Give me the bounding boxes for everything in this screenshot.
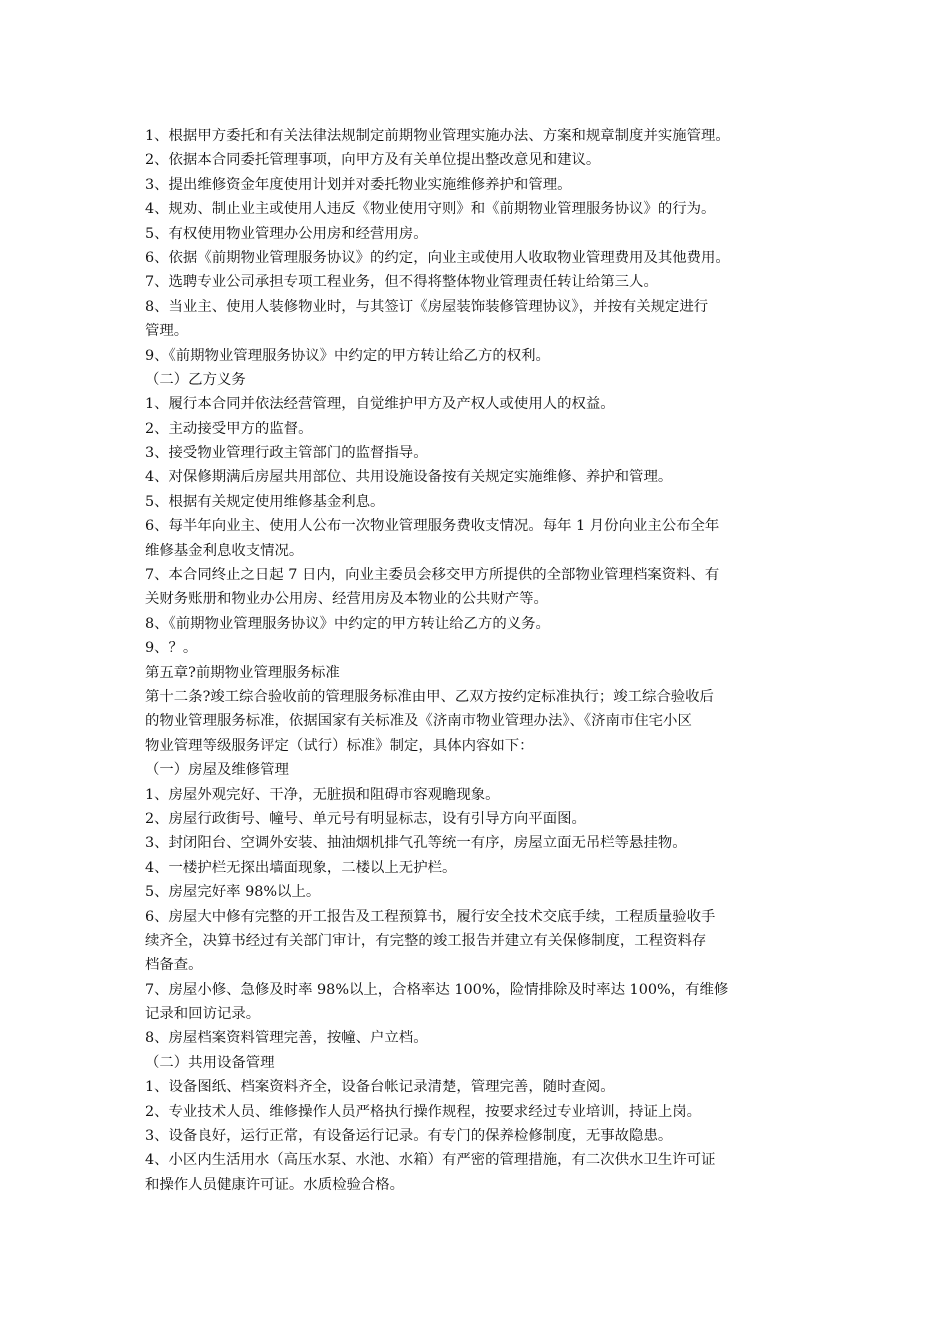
text-line: 7、选聘专业公司承担专项工程业务，但不得将整体物业管理责任转让给第三人。 [145, 274, 658, 291]
text-line: 记录和回访记录。 [145, 1006, 261, 1023]
text-line: 档备查。 [145, 957, 203, 974]
text-line: 1、房屋外观完好、干净，无脏损和阻碍市容观瞻现象。 [145, 786, 500, 803]
text-line: 4、小区内生活用水（高压水泵、水池、水箱）有严密的管理措施，有二次供水卫生许可证 [145, 1152, 716, 1169]
text-line: 8、当业主、使用人装修物业时，与其签订《房屋装饰装修管理协议》，并按有关规定进行 [145, 298, 709, 315]
text-line: 物业管理等级服务评定（试行）标准》制定，具体内容如下： [145, 737, 534, 754]
document-body [145, 124, 817, 1197]
text-line: 管理。 [145, 323, 189, 340]
text-line: 8、房屋档案资料管理完善，按幢、户立档。 [145, 1030, 428, 1047]
text-line: 3、提出维修资金年度使用计划并对委托物业实施维修养护和管理。 [145, 176, 572, 193]
text-line: 7、房屋小修、急修及时率 98%以上，合格率达 100%，险情排除及时率达 100%，有维修 [145, 981, 729, 998]
text-line: 6、依据《前期物业管理服务协议》的约定，向业主或使用人收取物业管理费用及其他费用。 [145, 249, 730, 266]
text-line: 和操作人员健康许可证。水质检验合格。 [145, 1176, 405, 1193]
text-line: 7、本合同终止之日起 7 日内，向业主委员会移交甲方所提供的全部物业管理档案资料、有 [145, 567, 720, 584]
text-line: 6、房屋大中修有完整的开工报告及工程预算书，履行安全技术交底手续，工程质量验收手 [145, 908, 716, 925]
text-line: 5、房屋完好率 98%以上。 [145, 884, 321, 901]
text-line: （二）乙方义务 [145, 371, 246, 388]
text-line: 5、有权使用物业管理办公用房和经营用房。 [145, 225, 428, 242]
text-line: 8、《前期物业管理服务协议》中约定的甲方转让给乙方的义务。 [145, 615, 550, 632]
text-line: 4、对保修期满后房屋共用部位、共用设施设备按有关规定实施维修、养护和管理。 [145, 469, 673, 486]
text-line: 3、封闭阳台、空调外安装、抽油烟机排气孔等统一有序，房屋立面无吊栏等悬挂物。 [145, 835, 687, 852]
text-line: 1、设备图纸、档案资料齐全，设备台帐记录清楚，管理完善，随时查阅。 [145, 1079, 615, 1096]
text-line: 4、规劝、制止业主或使用人违反《物业使用守则》和《前期物业管理服务协议》的行为。 [145, 201, 716, 218]
text-line: 5、根据有关规定使用维修基金利息。 [145, 493, 385, 510]
text-line: 4、一楼护栏无探出墙面现象，二楼以上无护栏。 [145, 859, 457, 876]
text-line: 1、履行本合同并依法经营管理，自觉维护甲方及产权人或使用人的权益。 [145, 396, 615, 413]
text-line: 第五章?前期物业管理服务标准 [145, 664, 340, 681]
text-line: （二）共用设备管理 [145, 1054, 275, 1071]
text-line: 2、依据本合同委托管理事项，向甲方及有关单位提出整改意见和建议。 [145, 152, 601, 169]
text-line: 2、专业技术人员、维修操作人员严格执行操作规程，按要求经过专业培训，持证上岗。 [145, 1103, 702, 1120]
text-line: 3、设备良好，运行正常，有设备运行记录。有专门的保养检修制度，无事故隐患。 [145, 1128, 673, 1145]
text-line: 6、每半年向业主、使用人公布一次物业管理服务费收支情况。每年 1 月份向业主公布全年 [145, 518, 720, 535]
text-line: 第十二条?竣工综合验收前的管理服务标准由甲、乙双方按约定标准执行；竣工综合验收后 [145, 688, 714, 705]
text-line: 3、接受物业管理行政主管部门的监督指导。 [145, 445, 428, 462]
text-line: 2、主动接受甲方的监督。 [145, 420, 313, 437]
text-line: 关财务账册和物业办公用房、经营用房及本物业的公共财产等。 [145, 591, 548, 608]
text-line: 续齐全，决算书经过有关部门审计，有完整的竣工报告并建立有关保修制度，工程资料存 [145, 932, 707, 949]
text-line: 2、房屋行政街号、幢号、单元号有明显标志，设有引导方向平面图。 [145, 810, 586, 827]
text-line: 的物业管理服务标准，依据国家有关标准及《济南市物业管理办法》、《济南市住宅小区 [145, 713, 692, 730]
text-line: 1、根据甲方委托和有关法律法规制定前期物业管理实施办法、方案和规章制度并实施管理。 [145, 128, 730, 144]
text-line: 维修基金利息收支情况。 [145, 542, 304, 559]
text-line: 9、《前期物业管理服务协议》中约定的甲方转让给乙方的权利。 [145, 347, 550, 364]
text-line: （一）房屋及维修管理 [145, 762, 289, 779]
text-line: 9、？。 [145, 640, 198, 657]
